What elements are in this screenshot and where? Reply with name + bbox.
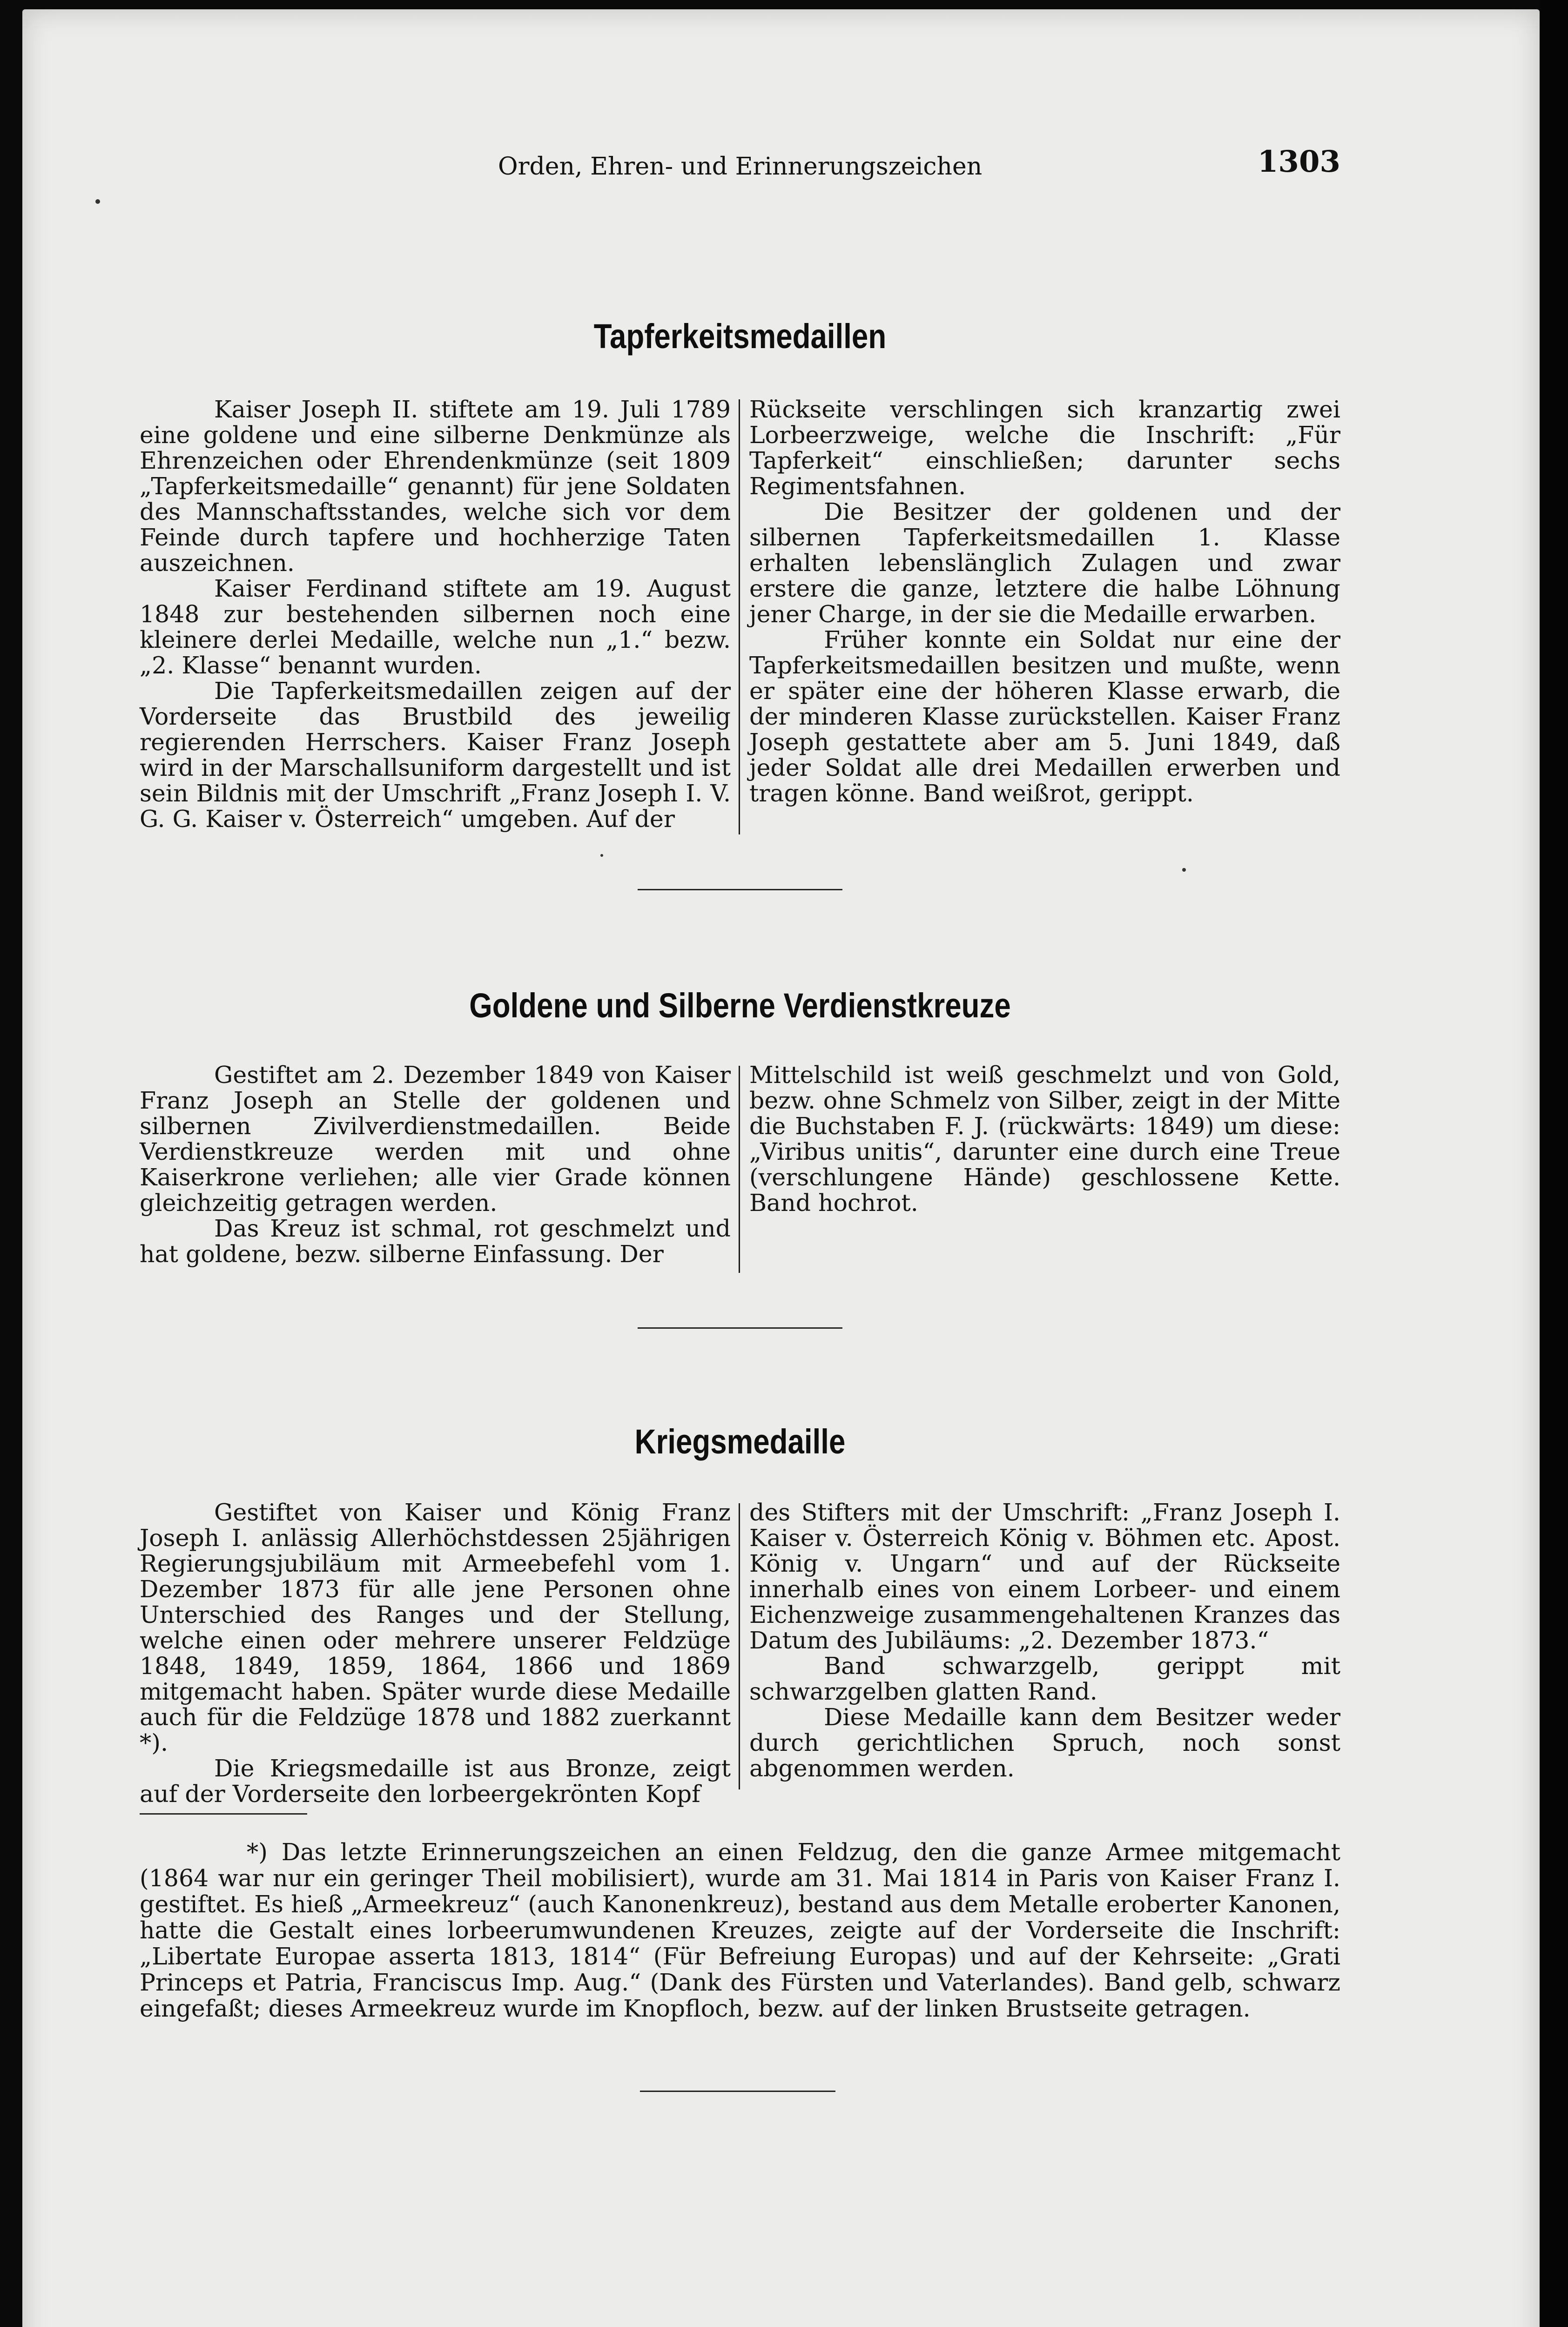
paragraph: Mittelschild ist weiß geschmelzt und von Gold, bezw. ohne Schmelz von Silber, zeigt in der Mitte die Buchstaben F. J. (rückwärts: 1849) um diese: „Viribus unitis“, darunter eine durch eine Treue (verschlungene Hände) geschlossene Kette. Band hochrot. xyxy=(749,1061,1340,1217)
scan-speck xyxy=(600,854,603,857)
paragraph: Band schwarzgelb, gerippt mit schwarzgelben glatten Rand. xyxy=(749,1652,1340,1705)
running-head xyxy=(140,144,1340,186)
page-number: 1303 xyxy=(1257,144,1340,179)
section-title-tapferkeitsmedaillen: Tapferkeitsmedaillen xyxy=(593,317,887,356)
section-2-left-column xyxy=(140,1062,731,1267)
paragraph: Kaiser Joseph II. stiftete am 19. Juli 1789 eine goldene und eine silberne Denkmünze als Ehrenzeichen oder Ehrendenkmünze (seit 1809 „Tapferkeitsmedaille“ genannt) für jene Soldaten des Mannschaftsstandes, welche sich vor dem Feinde durch tapfere und hochherzige Taten auszeichnen. xyxy=(140,396,731,577)
column-rule xyxy=(739,1066,740,1273)
paragraph: Früher konnte ein Soldat nur eine der Tapferkeitsmedaillen besitzen und mußte, wenn er später eine der höheren Klasse erwarb, die der minderen Klasse zurückstellen. Kaiser Franz Joseph gestattete aber am 5. Juni 1849, daß jeder Soldat alle drei Medaillen erwerben und tragen könne. Band weißrot, gerippt. xyxy=(749,626,1340,807)
paragraph: Die Besitzer der goldenen und der silbernen Tapferkeitsmedaillen 1. Klasse erhalten lebenslänglich Zulagen und zwar erstere die ganze, letztere die halbe Löhnung jener Charge, in der sie die Medaille erwarben. xyxy=(749,498,1340,628)
paragraph: Rückseite verschlingen sich kranzartig zwei Lorbeerzweige, welche die Inschrift: „Für Tapferkeit“ einschließen; darunter sechs Regimentsfahnen. xyxy=(749,396,1340,500)
column-rule xyxy=(739,399,740,834)
paragraph: Diese Medaille kann dem Besitzer weder durch gerichtlichen Spruch, noch sonst abgenommen werden. xyxy=(749,1703,1340,1782)
paragraph: Die Tapferkeitsmedaillen zeigen auf der Vorderseite das Brustbild des jeweilig regierenden Herrschers. Kaiser Franz Joseph wird in der Marschallsuniform dargestellt und ist sein Bildnis mit der Umschrift „Franz Joseph I. V. G. G. Kaiser v. Österreich“ umgeben. Auf der xyxy=(140,677,731,833)
paragraph: des Stifters mit der Umschrift: „Franz Joseph I. Kaiser v. Österreich König v. Böhmen etc. Apost. König v. Ungarn“ und auf der Rückseite innerhalb eines von einem Lorbeer- und einem Eichenzweige zusammengehaltenen Kranzes das Datum des Jubiläums: „2. Dezember 1873.“ xyxy=(749,1499,1340,1654)
section-3-right-column xyxy=(749,1500,1340,1781)
column-rule xyxy=(739,1503,740,1789)
section-separator xyxy=(638,1327,842,1329)
section-1-left-column xyxy=(140,397,731,832)
footnote-text: *) Das letzte Erinnerungszeichen an einen Feldzug, den die ganze Armee mitgemacht (1864 war nur ein geringer Theil mobilisiert), wurde am 31. Mai 1814 in Paris von Kaiser Franz I. gestiftet. Es hieß „Armeekreuz“ (auch Kanonenkreuz), bestand aus dem Metalle eroberter Kanonen, hatte die Gestalt eines lorbeerumwundenen Kreuzes, zeigte auf der Vorderseite die Inschrift: „Libertate Europae asserta 1813, 1814“ (Für Befreiung Europas) und auf der Kehrseite: „Grati Princeps et Patria, Franciscus Imp. Aug.“ (Dank des Fürsten und Vaterlandes). Band gelb, schwarz eingefaßt; dieses Armeekreuz wurde im Knopfloch, bezw. auf der linken Brustseite getragen. xyxy=(140,1838,1340,2022)
section-separator xyxy=(640,2091,835,2092)
scan-speck xyxy=(1182,868,1186,872)
paragraph: Gestiftet am 2. Dezember 1849 von Kaiser Franz Joseph an Stelle der goldenen und silbernen Zivilverdienstmedaillen. Beide Verdienstkreuze werden mit und ohne Kaiserkrone verliehen; alle vier Grade können gleichzeitig getragen werden. xyxy=(140,1061,731,1217)
footnote xyxy=(140,1839,1340,2022)
section-3-left-column xyxy=(140,1500,731,1807)
section-title-kriegsmedaille: Kriegsmedaille xyxy=(634,1422,846,1461)
paragraph: Kaiser Ferdinand stiftete am 19. August 1848 zur bestehenden silbernen noch eine kleinere derlei Medaille, welche nun „1.“ bezw. „2. Klasse“ benannt wurden. xyxy=(140,575,731,679)
paragraph: Gestiftet von Kaiser und König Franz Joseph I. anlässig Allerhöchstdessen 25jährigen Regierungsjubiläum mit Armeebefehl vom 1. Dezember 1873 für alle jene Personen ohne Unterschied des Ranges und der Stellung, welche einen oder mehrere unserer Feldzüge 1848, 1849, 1859, 1864, 1866 und 1869 mitgemacht haben. Später wurde diese Medaille auch für die Feldzüge 1878 und 1882 zuerkannt *). xyxy=(140,1499,731,1756)
section-separator xyxy=(638,889,842,890)
running-title: Orden, Ehren- und Erinnerungszeichen xyxy=(498,153,983,181)
section-2-right-column xyxy=(749,1062,1340,1216)
paragraph: Die Kriegsmedaille ist aus Bronze, zeigt auf der Vorderseite den lorbeergekrönten Kopf xyxy=(140,1755,731,1808)
paragraph: Das Kreuz ist schmal, rot geschmelzt und hat goldene, bezw. silberne Einfassung. Der xyxy=(140,1215,731,1268)
section-title-verdienstkreuze: Goldene und Silberne Verdienstkreuze xyxy=(469,986,1011,1025)
footnote-rule xyxy=(140,1813,307,1815)
scan-speck xyxy=(95,199,100,204)
scan-edge xyxy=(1540,0,1568,2327)
section-1-right-column xyxy=(749,397,1340,806)
